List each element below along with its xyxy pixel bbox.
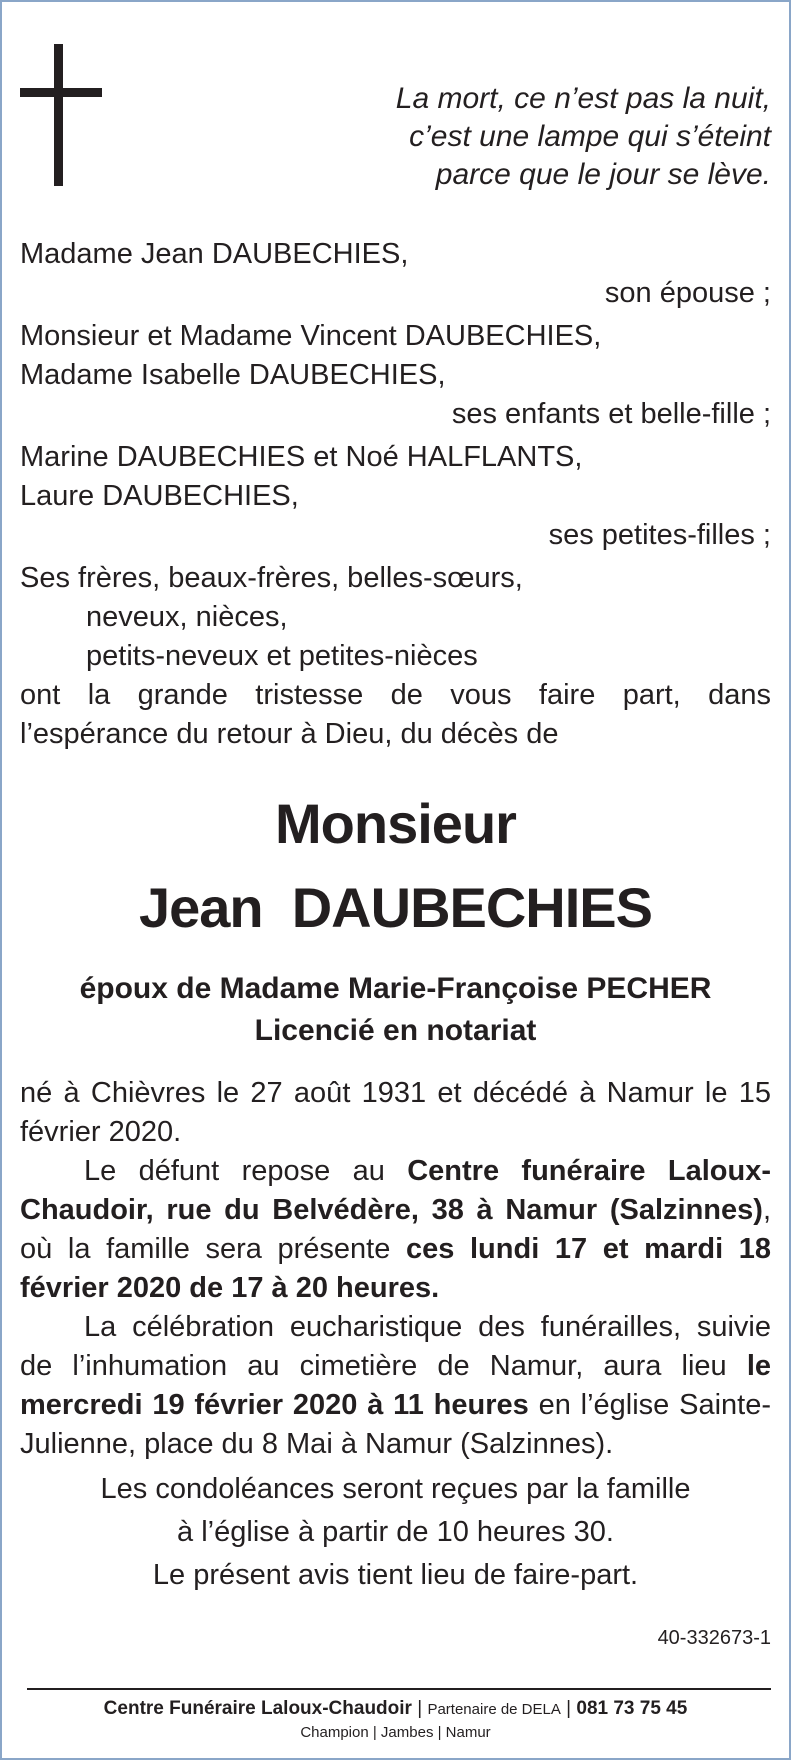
- children-role: ses enfants et belle-fille ;: [451, 398, 771, 430]
- deceased-name: Jean DAUBECHIES: [138, 876, 653, 939]
- footer-separator: |: [560, 1698, 577, 1719]
- birth-death-paragraph: [20, 1074, 771, 1152]
- epigraph-quote: [396, 80, 771, 194]
- wife-name: Madame Jean DAUBECHIES,: [20, 238, 409, 270]
- spouse-line: époux de Madame Marie-Françoise PECHER: [79, 972, 712, 1005]
- repose-place: Centre funéraire Laloux-Chaudoir, rue du Belvédère, 38 à Namur (Salzinnes): [20, 1155, 771, 1226]
- siblings-line: petits-neveux et petites-nièces: [86, 640, 478, 672]
- ceremony-date: le mercredi 19 février 2020 à 11 heures: [20, 1350, 771, 1421]
- funeral-home-name: Centre Funéraire Laloux-Chaudoir: [103, 1698, 412, 1719]
- children-line: Monsieur et Madame Vincent DAUBECHIES,: [20, 320, 602, 352]
- reference-number: 40-332673-1: [657, 1627, 771, 1649]
- repose-text: , où la famille sera présente: [20, 1194, 771, 1265]
- siblings-line: neveux, nièces,: [86, 601, 288, 633]
- children-line: Madame Isabelle DAUBECHIES,: [20, 359, 446, 391]
- footer-separator: |: [411, 1698, 428, 1719]
- condolences-line: à l’église à partir de 10 heures 30.: [177, 1516, 614, 1548]
- wife-role: son épouse ;: [604, 277, 771, 309]
- ceremony-text: en l’église Sainte-Julienne, place du 8 Mai à Namur (Salzinnes).: [20, 1389, 771, 1460]
- funeral-home-footer: [2, 1696, 789, 1743]
- partner-label: Partenaire de DELA: [427, 1701, 561, 1718]
- condolences-line: Les condoléances seront reçues par la famille: [100, 1473, 691, 1505]
- grandchildren-line: Marine DAUBECHIES et Noé HALFLANTS,: [20, 441, 583, 473]
- quote-line: parce que le jour se lève.: [435, 158, 771, 191]
- notice-body: [20, 235, 771, 1595]
- repose-dates: ces lundi 17 et mardi 18 février 2020 de 17 à 20 heures.: [20, 1233, 772, 1304]
- profession-line: Licencié en notariat: [254, 1014, 537, 1047]
- birth-death-text: né à Chièvres le 27 août 1931 et décédé à Namur le 15 février 2020.: [20, 1077, 771, 1148]
- ceremony-text: La célébration eucharistique des funérailles, suivie de l’inhumation au cimetière de Namur, aura lieu: [20, 1311, 771, 1382]
- footer-divider: [27, 1688, 771, 1690]
- ceremony-paragraph: [20, 1308, 771, 1464]
- phone-number: 081 73 75 45: [576, 1698, 688, 1719]
- repose-paragraph: [20, 1152, 771, 1308]
- quote-line: La mort, ce n’est pas la nuit,: [395, 82, 771, 115]
- grandchildren-role: ses petites-filles ;: [548, 519, 771, 551]
- cross-icon: [20, 44, 102, 186]
- locations-line: Champion | Jambes | Namur: [300, 1724, 491, 1741]
- announcement-line: l’espérance du retour à Dieu, du décès de: [20, 718, 559, 750]
- siblings-line: Ses frères, beaux-frères, belles-sœurs,: [20, 562, 523, 594]
- repose-text: Le défunt repose au: [84, 1155, 408, 1187]
- announcement-line: ont la grande tristesse de vous faire part, dans: [20, 679, 771, 711]
- grandchildren-line: Laure DAUBECHIES,: [20, 480, 299, 512]
- notice-line: Le présent avis tient lieu de faire-part.: [152, 1559, 639, 1591]
- quote-line: c’est une lampe qui s’éteint: [409, 120, 771, 153]
- deceased-title: Monsieur: [275, 792, 516, 855]
